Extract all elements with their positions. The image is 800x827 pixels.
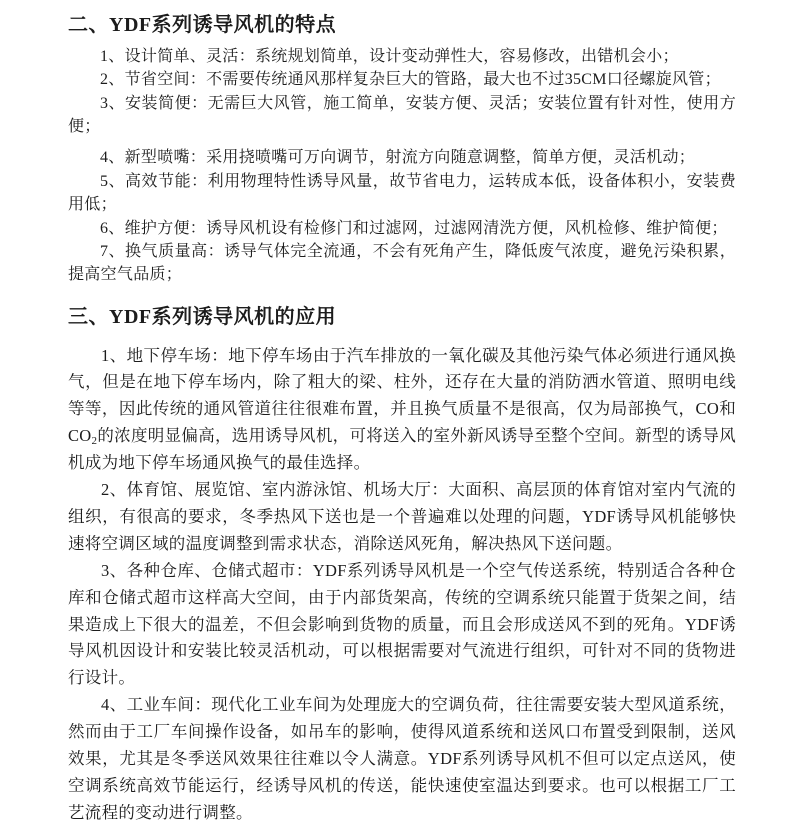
paragraph-text-before-subscript: 1、地下停车场：地下停车场由于汽车排放的一氧化碳及其他污染气体必须进行通风换气，但是在地下停车场内，除了粗大的梁、柱外，还存在大量的消防洒水管道、照明电线等等，因此传统的通风管道往往很难布置，并且换气质量不是很高，仅为局部换气，CO和CO xyxy=(68,345,736,446)
feature-item-3: 3、安装简便：无需巨大风管，施工简单，安装方便、灵活；安装位置有针对性，使用方便； xyxy=(68,94,736,136)
paragraph-text-after-subscript: 的浓度明显偏高，选用诱导风机，可将送入的室外新风诱导至整个空间。新型的诱导风机成为地下停车场通风换气的最佳选择。 xyxy=(68,426,736,473)
feature-item-1: 1、设计简单、灵活：系统规划简单，设计变动弹性大，容易修改，出错机会小； xyxy=(100,48,679,65)
application-paragraph-gymnasium: 2、体育馆、展览馆、室内游泳馆、机场大厅：大面积、高层顶的体育馆对室内气流的组织，有很高的要求，冬季热风下送也是一个普遍难以处理的问题，YDF诱导风机能够快速将空调区域的温度调整到需求状态，消除送风死角，解决热风下送问题。 xyxy=(68,480,736,553)
feature-item-5: 5、高效节能：利用物理特性诱导风量，故节省电力，运转成本低，设备体积小，安装费用低； xyxy=(68,172,736,214)
feature-item-2: 2、节省空间：不需要传统通风那样复杂巨大的管路，最大也不过35CM口径螺旋风管； xyxy=(100,71,721,89)
section-heading-applications: 三、YDF系列诱导风机的应用 xyxy=(68,305,337,328)
section-heading-features: 二、YDF系列诱导风机的特点 xyxy=(68,14,337,36)
application-paragraph-workshop: 4、工业车间：现代化工业车间为处理庞大的空调负荷，往往需要安装大型风道系统，然而由于工厂车间操作设备，如吊车的影响，使得风道系统和送风口布置受到限制，送风效果，尤其是冬季送风效果往往难以令人满意。YDF系列诱导风机不但可以定点送风，使空调系统高效节能运行，经诱导风机的传送，能快速使室温达到要求。也可以根据工厂工艺流程的变动进行调整。 xyxy=(68,695,736,822)
application-paragraph-parking xyxy=(68,343,736,477)
application-paragraph-warehouse: 3、各种仓库、仓储式超市：YDF系列诱导风机是一个空气传送系统，特别适合各种仓库和仓储式超市这样高大空间，由于内部货架高，传统的空调系统只能置于货架之间，结果造成上下很大的温差，不但会影响到货物的质量，而且会形成送风不到的死角。YDF诱导风机因设计和安装比较灵活机动，可以根据需要对气流进行组织，可针对不同的货物进行设计。 xyxy=(68,560,736,688)
feature-item-6: 6、维护方便：诱导风机设有检修门和过滤网，过滤网清洗方便，风机检修、维护简便； xyxy=(100,219,728,237)
co2-subscript: 2 xyxy=(91,435,98,448)
feature-item-4: 4、新型喷嘴：采用挠喷嘴可万向调节，射流方向随意调整，简单方便，灵活机动； xyxy=(100,149,696,167)
feature-item-7: 7、换气质量高：诱导气体完全流通，不会有死角产生，降低废气浓度，避免污染积累，提高空气品质； xyxy=(68,242,736,284)
